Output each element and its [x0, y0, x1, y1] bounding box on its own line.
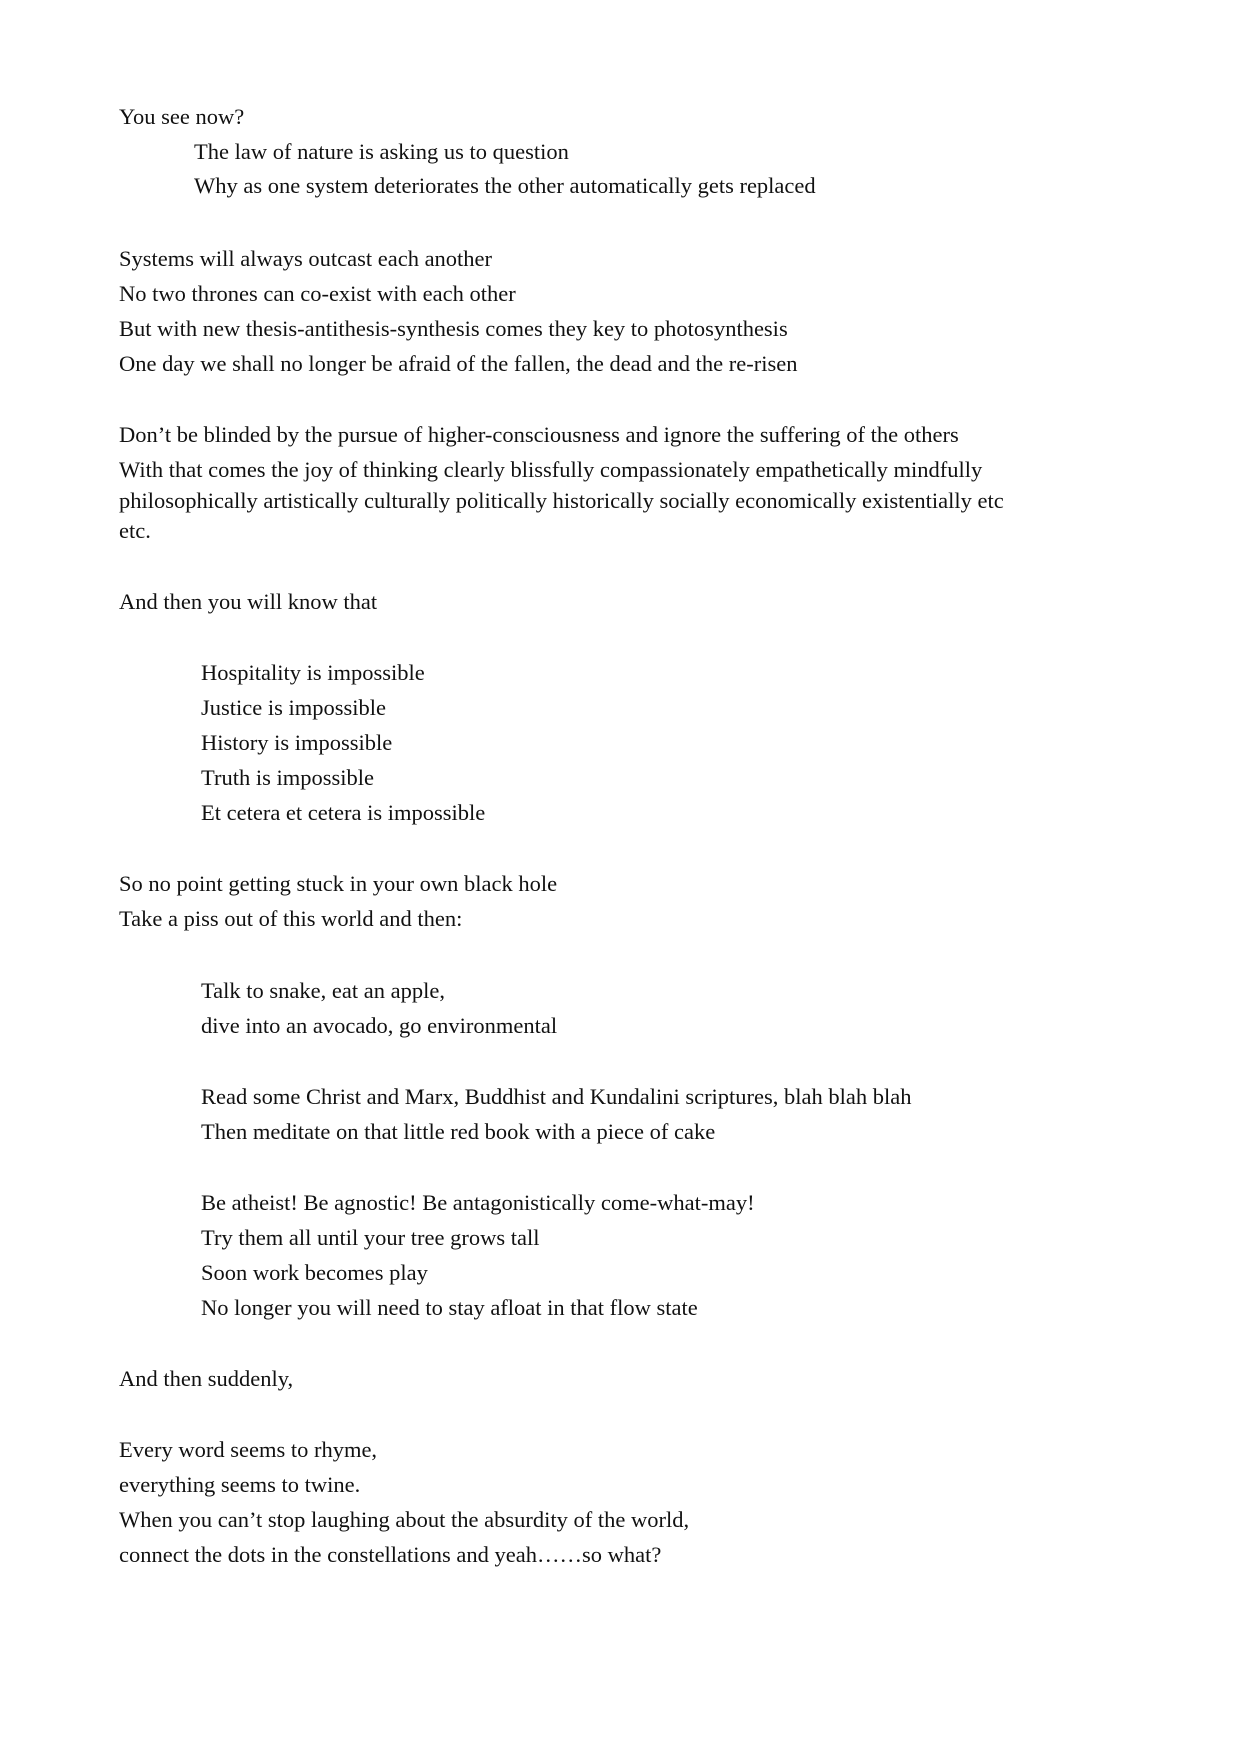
poem-line: You see now? — [119, 104, 245, 129]
poem-line: Truth is impossible — [201, 765, 374, 790]
poem-line: Systems will always outcast each another — [119, 246, 493, 271]
poem-line: Don’t be blinded by the pursue of higher-consciousness and ignore the suffering of the others — [119, 422, 959, 447]
poem-line: everything seems to twine. — [119, 1472, 361, 1497]
poem-line: But with new thesis-antithesis-synthesis comes they key to photosynthesis — [119, 316, 788, 341]
poem-line: Read some Christ and Marx, Buddhist and Kundalini scriptures, blah blah blah — [201, 1084, 912, 1109]
poem-line: And then suddenly, — [119, 1366, 294, 1391]
poem-line: Et cetera et cetera is impossible — [201, 800, 486, 825]
poem-line: The law of nature is asking us to question — [194, 139, 569, 164]
poem-line: Talk to snake, eat an apple, — [201, 978, 445, 1003]
poem-line: connect the dots in the constellations and yeah……so what? — [119, 1542, 662, 1567]
poem-line: One day we shall no longer be afraid of the fallen, the dead and the re-risen — [119, 351, 798, 376]
poem-line: Soon work becomes play — [201, 1260, 428, 1285]
poem-line: And then you will know that — [119, 589, 378, 614]
poem-line: No two thrones can co-exist with each other — [119, 281, 516, 306]
poem-line: Hospitality is impossible — [201, 660, 425, 685]
poem-line: Why as one system deteriorates the other automatically gets replaced — [194, 173, 816, 198]
poem-line: Every word seems to rhyme, — [119, 1437, 378, 1462]
poem-line: Take a piss out of this world and then: — [119, 906, 463, 931]
poem-line: Justice is impossible — [201, 695, 386, 720]
poem-line: No longer you will need to stay afloat in that flow state — [201, 1295, 698, 1320]
poem-line: History is impossible — [201, 730, 393, 755]
poem-line: Then meditate on that little red book with a piece of cake — [201, 1119, 716, 1144]
poem-line: Be atheist! Be agnostic! Be antagonistically come-what-may! — [201, 1190, 755, 1215]
poem-line: philosophically artistically culturally politically historically socially economically existentially etc — [119, 488, 1004, 513]
poem-line: dive into an avocado, go environmental — [201, 1013, 558, 1038]
poem-line: With that comes the joy of thinking clearly blissfully compassionately empathetically mindfully — [119, 457, 983, 482]
poem-line: Try them all until your tree grows tall — [201, 1225, 540, 1250]
poem-line: So no point getting stuck in your own black hole — [119, 871, 558, 896]
poem-line: When you can’t stop laughing about the absurdity of the world, — [119, 1507, 690, 1532]
poem-line: etc. — [119, 518, 151, 543]
